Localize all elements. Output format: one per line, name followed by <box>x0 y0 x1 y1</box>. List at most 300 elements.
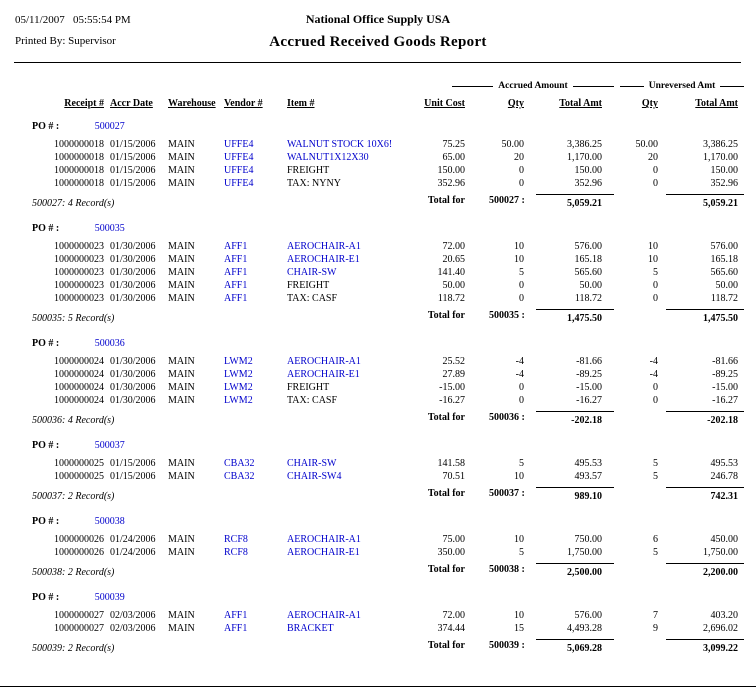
accrued-total: 576.00 <box>574 241 602 252</box>
warehouse: MAIN <box>168 610 195 621</box>
printed-by: Printed By: Supervisor <box>15 35 116 47</box>
receipt-row <box>14 266 744 279</box>
receipt-row <box>14 240 744 253</box>
unreversed-total: 1,170.00 <box>703 152 738 163</box>
accrual-date: 01/15/2006 <box>110 178 156 189</box>
receipt-row <box>14 457 744 470</box>
receipt-row <box>14 609 744 622</box>
group-record-count: 500039: 2 Record(s) <box>32 643 115 654</box>
receipt-row <box>14 151 744 164</box>
spacer-cell <box>614 194 666 210</box>
accrued-qty: 10 <box>514 534 524 545</box>
accrued-total: 150.00 <box>574 165 602 176</box>
unit-cost: -15.00 <box>439 382 465 393</box>
warehouse: MAIN <box>168 534 195 545</box>
unreversed-total: 450.00 <box>710 534 738 545</box>
item-link[interactable]: AEROCHAIR-A1 <box>287 356 361 367</box>
po-number-link[interactable]: 500035 <box>94 223 125 234</box>
unreversed-qty: 5 <box>653 458 658 469</box>
item-link[interactable]: AEROCHAIR-E1 <box>287 547 360 558</box>
accrual-date: 01/15/2006 <box>110 139 156 150</box>
accrual-date: 01/15/2006 <box>110 152 156 163</box>
accrual-date: 02/03/2006 <box>110 610 156 621</box>
accrual-date: 01/30/2006 <box>110 241 156 252</box>
unit-cost: 350.00 <box>437 547 465 558</box>
item-link[interactable]: AEROCHAIR-E1 <box>287 254 360 265</box>
po-number-link[interactable]: 500039 <box>94 592 125 603</box>
receipt-number: 1000000025 <box>54 471 104 482</box>
group-record-count: 500037: 2 Record(s) <box>32 491 115 502</box>
accrued-total: 576.00 <box>574 610 602 621</box>
warehouse: MAIN <box>168 369 195 380</box>
item-text: TAX: CASF <box>287 395 338 406</box>
accrued-total: 50.00 <box>579 280 602 291</box>
accrued-total-amount: 5,069.28 <box>536 639 614 655</box>
group-record-count: 500027: 4 Record(s) <box>32 198 115 209</box>
warehouse: MAIN <box>168 395 195 406</box>
receipt-row <box>14 355 744 368</box>
receipt-number: 1000000023 <box>54 254 104 265</box>
unreversed-qty: 0 <box>653 395 658 406</box>
receipt-number: 1000000018 <box>54 152 104 163</box>
accrued-qty: 0 <box>519 293 524 304</box>
unreversed-qty: -4 <box>649 369 658 380</box>
unreversed-qty: 5 <box>653 547 658 558</box>
print-datetime: 05/11/2007 05:55:54 PM <box>15 14 131 26</box>
receipt-number: 1000000018 <box>54 139 104 150</box>
accrued-qty: 50.00 <box>501 139 524 150</box>
unreversed-qty: 5 <box>653 267 658 278</box>
receipt-number: 1000000023 <box>54 241 104 252</box>
receipt-row <box>14 470 744 483</box>
vendor-link[interactable]: LWM2 <box>224 395 253 406</box>
unreversed-total: 50.00 <box>715 280 738 291</box>
total-po-number: 500035 : <box>489 310 525 321</box>
unit-cost: 65.00 <box>442 152 465 163</box>
unreversed-total: 3,386.25 <box>703 139 738 150</box>
warehouse: MAIN <box>168 623 195 634</box>
po-number-link[interactable]: 500036 <box>94 338 125 349</box>
col-header-vendor: Vendor # <box>224 98 263 109</box>
total-for-label: Total for <box>427 195 465 206</box>
total-po-number: 500039 : <box>489 640 525 651</box>
accrued-total: 565.60 <box>574 267 602 278</box>
receipt-row <box>14 546 744 559</box>
accrual-date: 01/30/2006 <box>110 369 156 380</box>
receipt-row <box>14 533 744 546</box>
accrued-qty: -4 <box>515 369 524 380</box>
po-number-link[interactable]: 500037 <box>94 440 125 451</box>
unreversed-total: 150.00 <box>710 165 738 176</box>
vendor-link[interactable]: AFF1 <box>224 254 248 265</box>
warehouse: MAIN <box>168 254 195 265</box>
accrued-qty: 0 <box>519 165 524 176</box>
accrual-date: 01/24/2006 <box>110 547 156 558</box>
item-text: FREIGHT <box>287 382 330 393</box>
print-info <box>15 14 131 47</box>
report-body <box>0 120 756 655</box>
total-po-number: 500036 : <box>489 412 525 423</box>
group-rows <box>0 240 756 305</box>
vendor-link[interactable]: CBA32 <box>224 471 255 482</box>
receipt-number: 1000000023 <box>54 293 104 304</box>
unit-cost: 352.96 <box>437 178 465 189</box>
warehouse: MAIN <box>168 293 195 304</box>
spacer-cell <box>614 639 666 655</box>
dash-rule <box>620 86 644 87</box>
accrued-total: -89.25 <box>576 369 602 380</box>
accrued-total-amount: 989.10 <box>536 487 614 503</box>
header-rule <box>14 62 741 63</box>
unit-cost: 25.52 <box>442 356 465 367</box>
vendor-link[interactable]: AFF1 <box>224 610 248 621</box>
col-header-receipt: Receipt # <box>64 98 104 109</box>
column-header-row <box>14 98 744 109</box>
unreversed-qty: 6 <box>653 534 658 545</box>
page-title: Accrued Received Goods Report <box>269 34 487 50</box>
receipt-number: 1000000023 <box>54 267 104 278</box>
po-label: PO # : <box>32 592 60 603</box>
unreversed-total: 495.53 <box>710 458 738 469</box>
vendor-link[interactable]: UFFE4 <box>224 139 254 150</box>
spacer-cell <box>614 309 666 325</box>
accrued-qty: 0 <box>519 280 524 291</box>
accrued-total-amount: 5,059.21 <box>536 194 614 210</box>
unreversed-total: 246.78 <box>710 471 738 482</box>
accrued-qty: 0 <box>519 382 524 393</box>
total-po-number: 500038 : <box>489 564 525 575</box>
accrued-total: 493.57 <box>574 471 602 482</box>
accrued-total: 750.00 <box>574 534 602 545</box>
po-label: PO # : <box>32 516 60 527</box>
receipt-row <box>14 138 744 151</box>
po-label: PO # : <box>32 223 60 234</box>
accrued-qty: 0 <box>519 178 524 189</box>
receipt-row <box>14 279 744 292</box>
report-header <box>0 0 756 51</box>
unit-cost: 27.89 <box>442 369 465 380</box>
accrued-qty: 5 <box>519 547 524 558</box>
item-link[interactable]: CHAIR-SW <box>287 458 337 469</box>
unreversed-qty: 0 <box>653 280 658 291</box>
total-for-label: Total for <box>427 488 465 499</box>
unreversed-qty: 5 <box>653 471 658 482</box>
vendor-link[interactable]: LWM2 <box>224 356 253 367</box>
unreversed-qty: -4 <box>649 356 658 367</box>
receipt-number: 1000000026 <box>54 547 104 558</box>
unreversed-qty: 0 <box>653 178 658 189</box>
item-link[interactable]: WALNUT1X12X30 <box>287 152 369 163</box>
unreversed-amt-group-header <box>620 81 744 91</box>
po-number-link[interactable]: 500038 <box>94 516 125 527</box>
accrued-total: 1,170.00 <box>567 152 602 163</box>
accrued-total: 118.72 <box>574 293 602 304</box>
vendor-link[interactable]: RCF8 <box>224 534 248 545</box>
col-header-item: Item # <box>287 98 315 109</box>
accrued-total: 352.96 <box>574 178 602 189</box>
accrued-qty: 10 <box>514 471 524 482</box>
receipt-row <box>14 292 744 305</box>
vendor-link[interactable]: AFF1 <box>224 280 248 291</box>
group-rows <box>0 457 756 483</box>
po-row <box>14 337 756 350</box>
dash-rule <box>573 86 614 87</box>
vendor-link[interactable]: CBA32 <box>224 458 255 469</box>
unit-cost: 75.00 <box>442 534 465 545</box>
group-rows <box>0 355 756 407</box>
unit-cost: 141.58 <box>437 458 465 469</box>
item-link[interactable]: AEROCHAIR-E1 <box>287 369 360 380</box>
unit-cost: 374.44 <box>437 623 465 634</box>
unreversed-qty: 20 <box>648 152 658 163</box>
receipt-number: 1000000025 <box>54 458 104 469</box>
warehouse: MAIN <box>168 267 195 278</box>
warehouse: MAIN <box>168 280 195 291</box>
po-group <box>0 591 756 655</box>
vendor-link[interactable]: RCF8 <box>224 547 248 558</box>
item-link[interactable]: AEROCHAIR-A1 <box>287 241 361 252</box>
unreversed-total-amount: 3,099.22 <box>666 639 744 655</box>
item-link[interactable]: BRACKET <box>287 623 334 634</box>
col-header-accrued-total: Total Amt <box>559 98 602 109</box>
warehouse: MAIN <box>168 458 195 469</box>
company-name: National Office Supply USA <box>305 12 451 26</box>
unreversed-total-amount: 742.31 <box>666 487 744 503</box>
unreversed-qty: 0 <box>653 165 658 176</box>
unreversed-total: 165.18 <box>710 254 738 265</box>
accrued-total-amount: 2,500.00 <box>536 563 614 579</box>
vendor-link[interactable]: UFFE4 <box>224 152 254 163</box>
po-row <box>14 222 756 235</box>
col-header-accrued-qty: Qty <box>507 98 524 109</box>
vendor-link[interactable]: UFFE4 <box>224 165 254 176</box>
unreversed-qty: 50.00 <box>635 139 658 150</box>
accrual-date: 01/30/2006 <box>110 254 156 265</box>
accrual-date: 01/24/2006 <box>110 534 156 545</box>
total-for-label: Total for <box>427 310 465 321</box>
accrual-date: 01/30/2006 <box>110 356 156 367</box>
unit-cost: 118.72 <box>437 293 465 304</box>
accrued-qty: 15 <box>514 623 524 634</box>
unit-cost: 141.40 <box>437 267 465 278</box>
warehouse: MAIN <box>168 178 195 189</box>
vendor-link[interactable]: LWM2 <box>224 382 253 393</box>
warehouse: MAIN <box>168 471 195 482</box>
group-total-row <box>14 563 744 579</box>
accrued-qty: 5 <box>519 267 524 278</box>
page-bottom-rule <box>0 686 756 687</box>
unreversed-qty: 7 <box>653 610 658 621</box>
group-record-count: 500036: 4 Record(s) <box>32 415 115 426</box>
po-group <box>0 439 756 503</box>
warehouse: MAIN <box>168 547 195 558</box>
item-text: FREIGHT <box>287 165 330 176</box>
accrual-date: 01/30/2006 <box>110 267 156 278</box>
item-text: FREIGHT <box>287 280 330 291</box>
accrued-total: 1,750.00 <box>567 547 602 558</box>
item-link[interactable]: AEROCHAIR-A1 <box>287 534 361 545</box>
receipt-number: 1000000024 <box>54 395 104 406</box>
unreversed-total: 352.96 <box>710 178 738 189</box>
receipt-row <box>14 253 744 266</box>
receipt-number: 1000000024 <box>54 356 104 367</box>
warehouse: MAIN <box>168 152 195 163</box>
vendor-link[interactable]: AFF1 <box>224 267 248 278</box>
accrued-total-amount: -202.18 <box>536 411 614 427</box>
receipt-number: 1000000024 <box>54 369 104 380</box>
group-record-count: 500035: 5 Record(s) <box>32 313 115 324</box>
warehouse: MAIN <box>168 382 195 393</box>
accrued-total: 3,386.25 <box>567 139 602 150</box>
unreversed-amt-label: Unreversed Amt <box>648 81 716 91</box>
unit-cost: 75.25 <box>442 139 465 150</box>
vendor-link[interactable]: UFFE4 <box>224 178 254 189</box>
col-header-unreversed-qty: Qty <box>641 98 658 109</box>
accrual-date: 01/15/2006 <box>110 471 156 482</box>
po-label: PO # : <box>32 121 60 132</box>
receipt-number: 1000000018 <box>54 178 104 189</box>
accrued-qty: 10 <box>514 254 524 265</box>
unreversed-total: -16.27 <box>712 395 738 406</box>
accrued-total-amount: 1,475.50 <box>536 309 614 325</box>
po-label: PO # : <box>32 338 60 349</box>
col-header-accr-date: Accr Date <box>110 98 153 109</box>
accrued-amount-label: Accrued Amount <box>498 81 568 91</box>
warehouse: MAIN <box>168 139 195 150</box>
accrued-total: -81.66 <box>576 356 602 367</box>
po-group <box>0 120 756 210</box>
accrual-date: 02/03/2006 <box>110 623 156 634</box>
col-header-warehouse: Warehouse <box>168 98 216 109</box>
unreversed-total: -81.66 <box>712 356 738 367</box>
unreversed-total: 118.72 <box>710 293 738 304</box>
receipt-number: 1000000018 <box>54 165 104 176</box>
unreversed-qty: 10 <box>648 254 658 265</box>
unit-cost: 50.00 <box>442 280 465 291</box>
item-link[interactable]: CHAIR-SW4 <box>287 471 342 482</box>
accrual-date: 01/15/2006 <box>110 165 156 176</box>
accrual-date: 01/15/2006 <box>110 458 156 469</box>
unreversed-total: 2,696.02 <box>703 623 738 634</box>
unreversed-total: 1,750.00 <box>703 547 738 558</box>
item-link[interactable]: AEROCHAIR-A1 <box>287 610 361 621</box>
group-total-row <box>14 487 744 503</box>
group-rows <box>0 138 756 190</box>
total-po-number: 500037 : <box>489 488 525 499</box>
accrued-total: 165.18 <box>574 254 602 265</box>
po-group <box>0 222 756 325</box>
unreversed-total-amount: -202.18 <box>666 411 744 427</box>
warehouse: MAIN <box>168 241 195 252</box>
warehouse: MAIN <box>168 165 195 176</box>
vendor-link[interactable]: AFF1 <box>224 241 248 252</box>
spacer-cell <box>614 411 666 427</box>
po-row <box>14 591 756 604</box>
accrual-date: 01/30/2006 <box>110 293 156 304</box>
vendor-link[interactable]: LWM2 <box>224 369 253 380</box>
spacer-cell <box>614 487 666 503</box>
group-total-row <box>14 411 744 427</box>
accrued-total: -15.00 <box>576 382 602 393</box>
total-po-number: 500027 : <box>489 195 525 206</box>
group-total-row <box>14 194 744 210</box>
receipt-number: 1000000026 <box>54 534 104 545</box>
amount-group-headers <box>0 81 756 93</box>
unreversed-total-amount: 5,059.21 <box>666 194 744 210</box>
total-for-label: Total for <box>427 412 465 423</box>
unreversed-qty: 10 <box>648 241 658 252</box>
group-rows <box>0 609 756 635</box>
accrued-qty: 0 <box>519 395 524 406</box>
unit-cost: 20.65 <box>442 254 465 265</box>
receipt-row <box>14 381 744 394</box>
receipt-row <box>14 394 744 407</box>
receipt-number: 1000000024 <box>54 382 104 393</box>
receipt-row <box>14 177 744 190</box>
dash-rule <box>452 86 493 87</box>
unit-cost: 150.00 <box>437 165 465 176</box>
unreversed-total: 403.20 <box>710 610 738 621</box>
unreversed-total-amount: 1,475.50 <box>666 309 744 325</box>
vendor-link[interactable]: AFF1 <box>224 623 248 634</box>
receipt-row <box>14 622 744 635</box>
unit-cost: 72.00 <box>442 610 465 621</box>
item-link[interactable]: WALNUT STOCK 10X6! <box>287 139 393 150</box>
accrued-amount-group-header <box>452 81 614 91</box>
item-text: TAX: NYNY <box>287 178 341 189</box>
item-link[interactable]: CHAIR-SW <box>287 267 337 278</box>
unreversed-qty: 0 <box>653 293 658 304</box>
po-row <box>14 439 756 452</box>
dash-rule <box>720 86 744 87</box>
vendor-link[interactable]: AFF1 <box>224 293 248 304</box>
po-group <box>0 337 756 427</box>
accrued-qty: 10 <box>514 610 524 621</box>
spacer-cell <box>614 563 666 579</box>
unreversed-total: 565.60 <box>710 267 738 278</box>
group-total-row <box>14 309 744 325</box>
col-header-unreversed-total: Total Amt <box>695 98 738 109</box>
unit-cost: -16.27 <box>439 395 465 406</box>
unreversed-qty: 0 <box>653 382 658 393</box>
col-header-unit-cost: Unit Cost <box>424 98 465 109</box>
group-record-count: 500038: 2 Record(s) <box>32 567 115 578</box>
accrual-date: 01/30/2006 <box>110 280 156 291</box>
item-text: TAX: CASF <box>287 293 338 304</box>
accrued-qty: 20 <box>514 152 524 163</box>
accrued-total: -16.27 <box>576 395 602 406</box>
po-row <box>14 515 756 528</box>
accrued-qty: -4 <box>515 356 524 367</box>
unreversed-qty: 9 <box>653 623 658 634</box>
receipt-row <box>14 164 744 177</box>
receipt-number: 1000000027 <box>54 623 104 634</box>
receipt-number: 1000000027 <box>54 610 104 621</box>
po-group <box>0 515 756 579</box>
total-for-label: Total for <box>427 564 465 575</box>
accrued-qty: 10 <box>514 241 524 252</box>
po-label: PO # : <box>32 440 60 451</box>
po-number-link[interactable]: 500027 <box>94 121 125 132</box>
po-row <box>14 120 756 133</box>
group-total-row <box>14 639 744 655</box>
receipt-number: 1000000023 <box>54 280 104 291</box>
receipt-row <box>14 368 744 381</box>
unreversed-total: -15.00 <box>712 382 738 393</box>
warehouse: MAIN <box>168 356 195 367</box>
accrued-qty: 5 <box>519 458 524 469</box>
unreversed-total: 576.00 <box>710 241 738 252</box>
